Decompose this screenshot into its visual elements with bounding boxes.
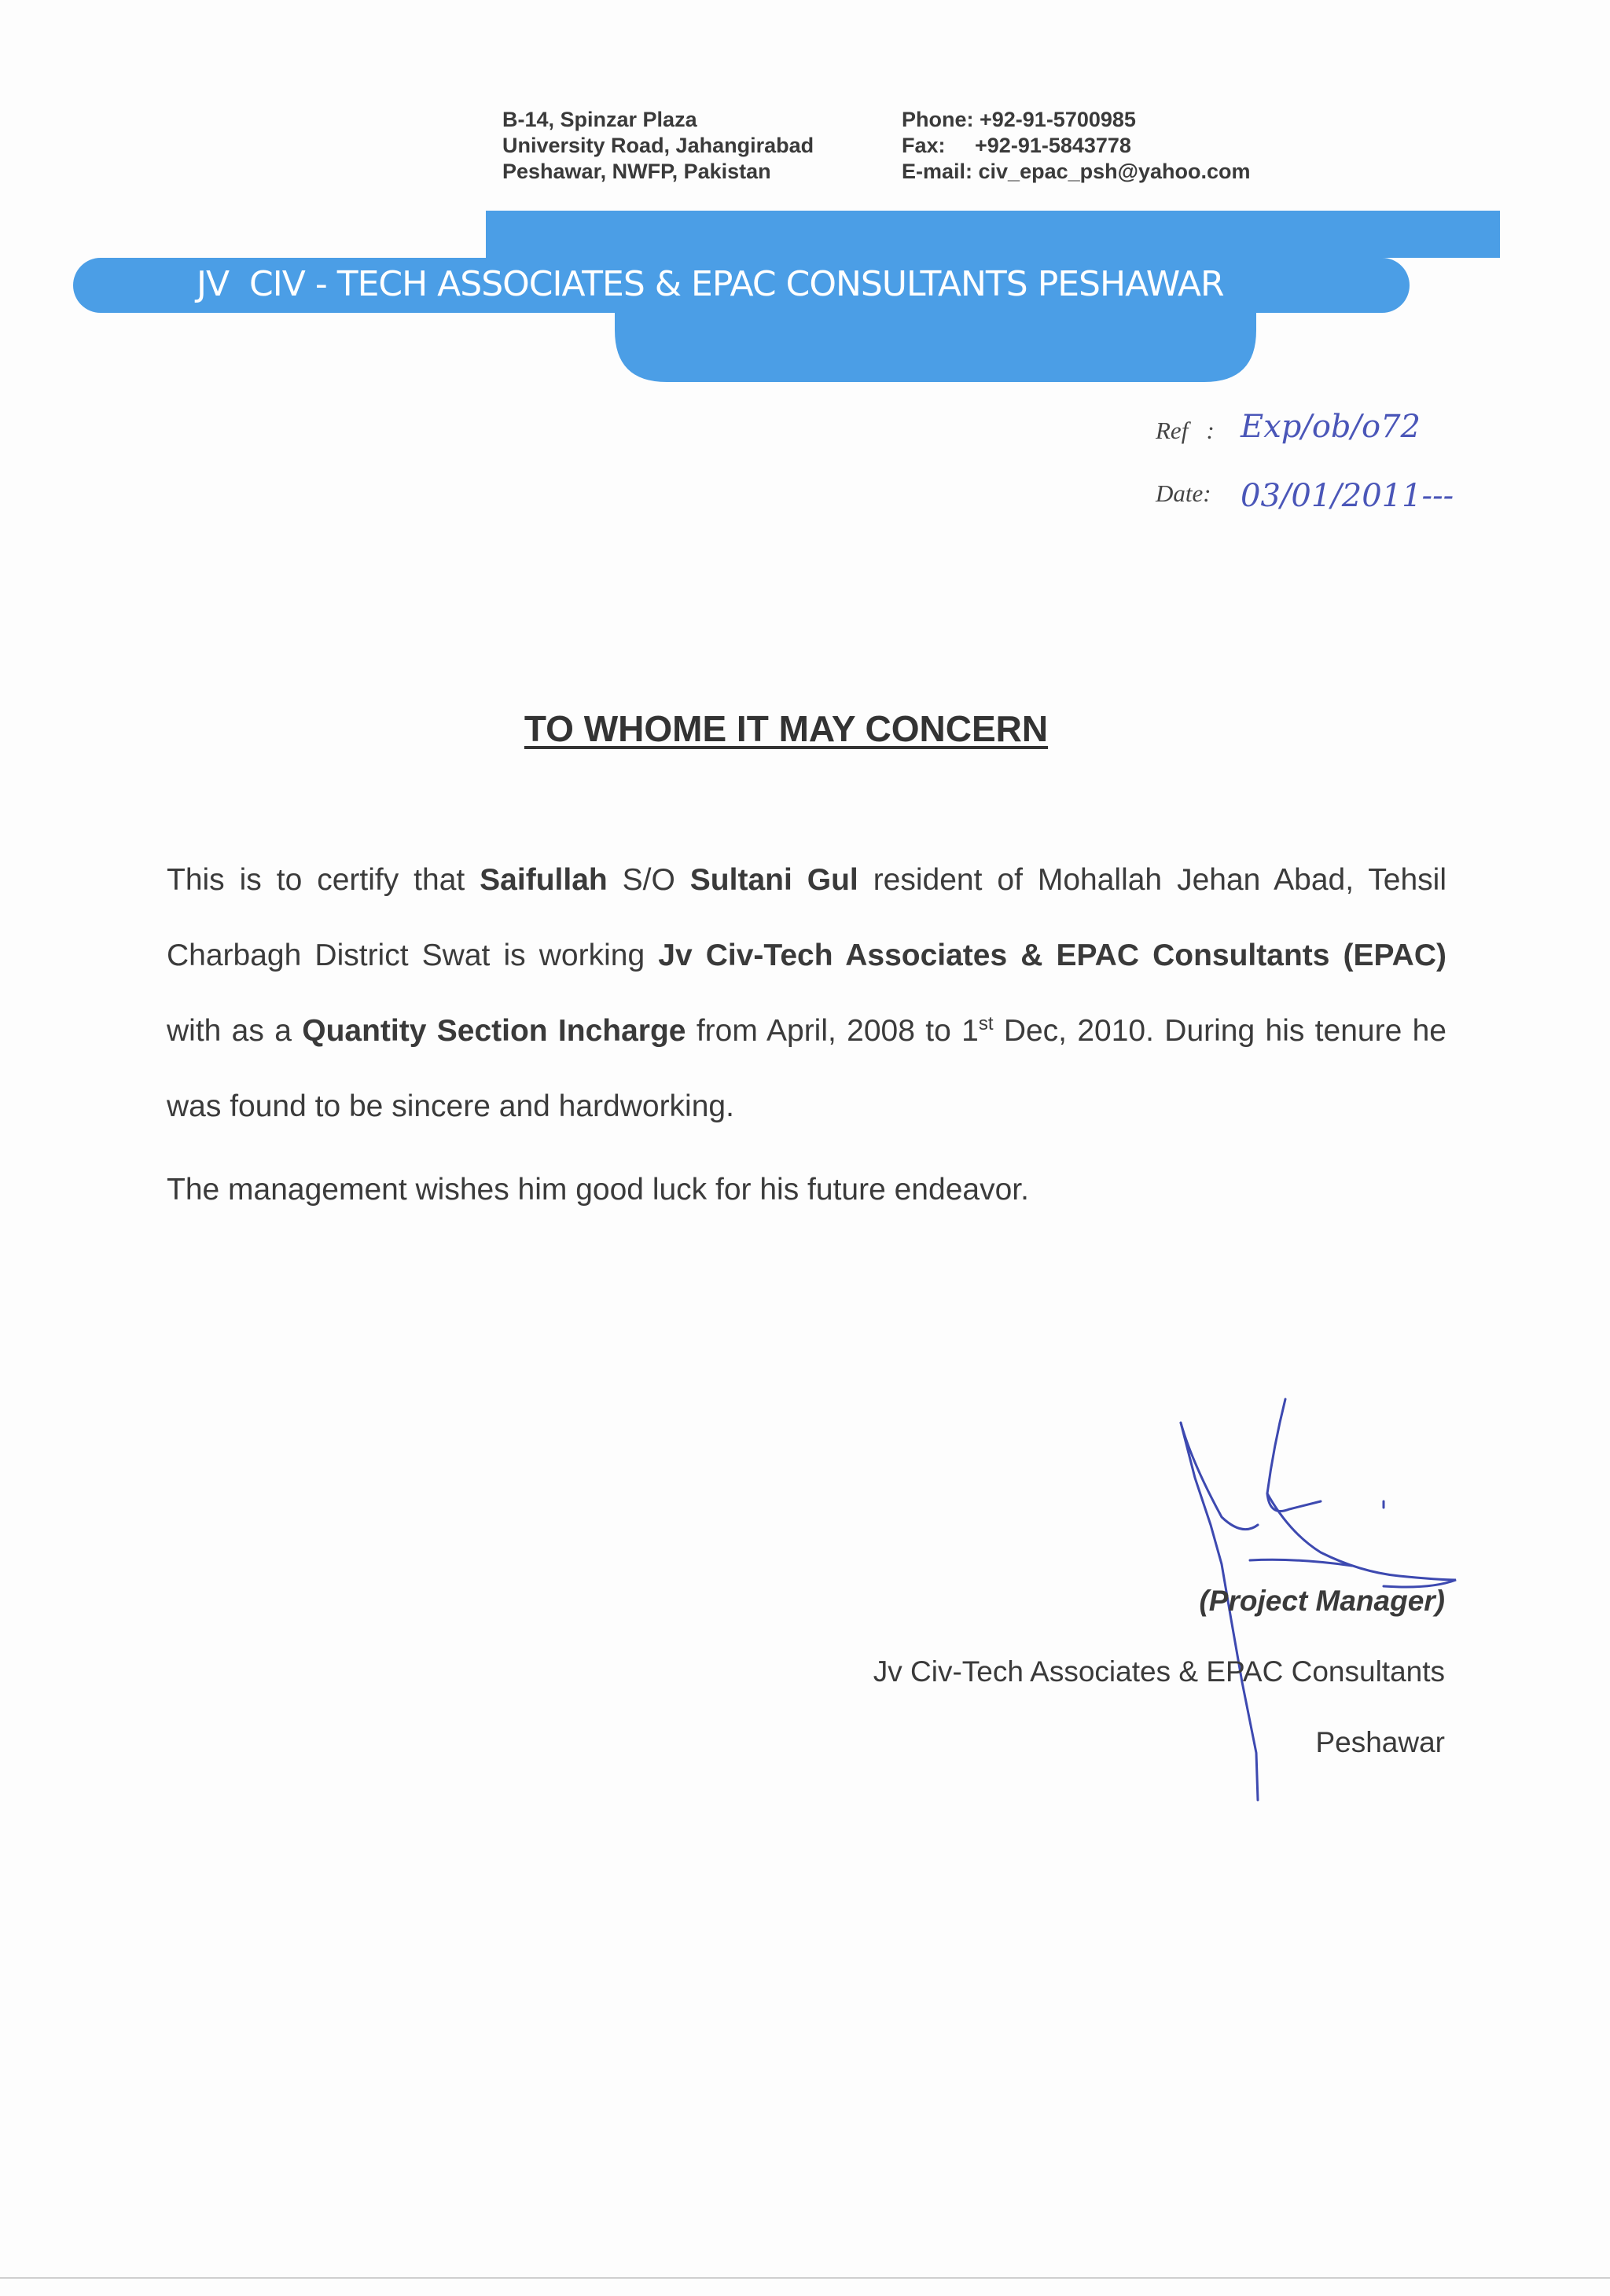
address-line: University Road, Jahangirabad bbox=[502, 134, 814, 157]
address-line: Peshawar, NWFP, Pakistan bbox=[502, 160, 771, 183]
certificate-paragraph: This is to certify that Saifullah S/O Sultani Gul resident of Mohallah Jehan Abad, Tehsil Charbagh District Swat is working Jv Civ-Tech Associates & EPAC Consultants (EPAC) with as a Quantity Section Incharge from April, 2008 to 1st Dec, 2010. During his tenure he was found to be sincere and hardworking. bbox=[167, 863, 1446, 1123]
closing-sentence: The management wishes him good luck for his future endeavor. bbox=[167, 1173, 1029, 1207]
company-name: Jv Civ-Tech Associates & EPAC Consultants (EPAC) bbox=[658, 939, 1446, 972]
date-value-handwritten: 03/01/2011--- bbox=[1241, 478, 1454, 514]
signatory-organization: Jv Civ-Tech Associates & EPAC Consultants bbox=[873, 1655, 1445, 1688]
ref-value-handwritten: Exp/ob/o72 bbox=[1241, 409, 1421, 445]
date-label: Date: bbox=[1156, 479, 1211, 507]
bottom-edge-line bbox=[0, 2277, 1610, 2279]
email-line: E-mail: civ_epac_psh@yahoo.com bbox=[902, 160, 1251, 183]
address-line: B-14, Spinzar Plaza bbox=[502, 108, 697, 131]
signatory-title: (Project Manager) bbox=[1199, 1585, 1445, 1617]
letter-heading: TO WHOME IT MAY CONCERN bbox=[524, 708, 1049, 749]
signatory-city: Peshawar bbox=[1315, 1726, 1445, 1758]
ref-label: Ref : bbox=[1156, 417, 1215, 444]
position-title: Quantity Section Incharge bbox=[302, 1014, 686, 1048]
fax-line: Fax: +92-91-5843778 bbox=[902, 134, 1131, 157]
employee-name: Saifullah bbox=[480, 863, 608, 897]
letterhead-banner bbox=[0, 0, 1610, 393]
banner-title: JV CIV - TECH ASSOCIATES & EPAC CONSULTANTS PESHAWAR bbox=[197, 264, 1224, 304]
father-name: Sultani Gul bbox=[689, 863, 858, 897]
phone-line: Phone: +92-91-5700985 bbox=[902, 108, 1136, 131]
